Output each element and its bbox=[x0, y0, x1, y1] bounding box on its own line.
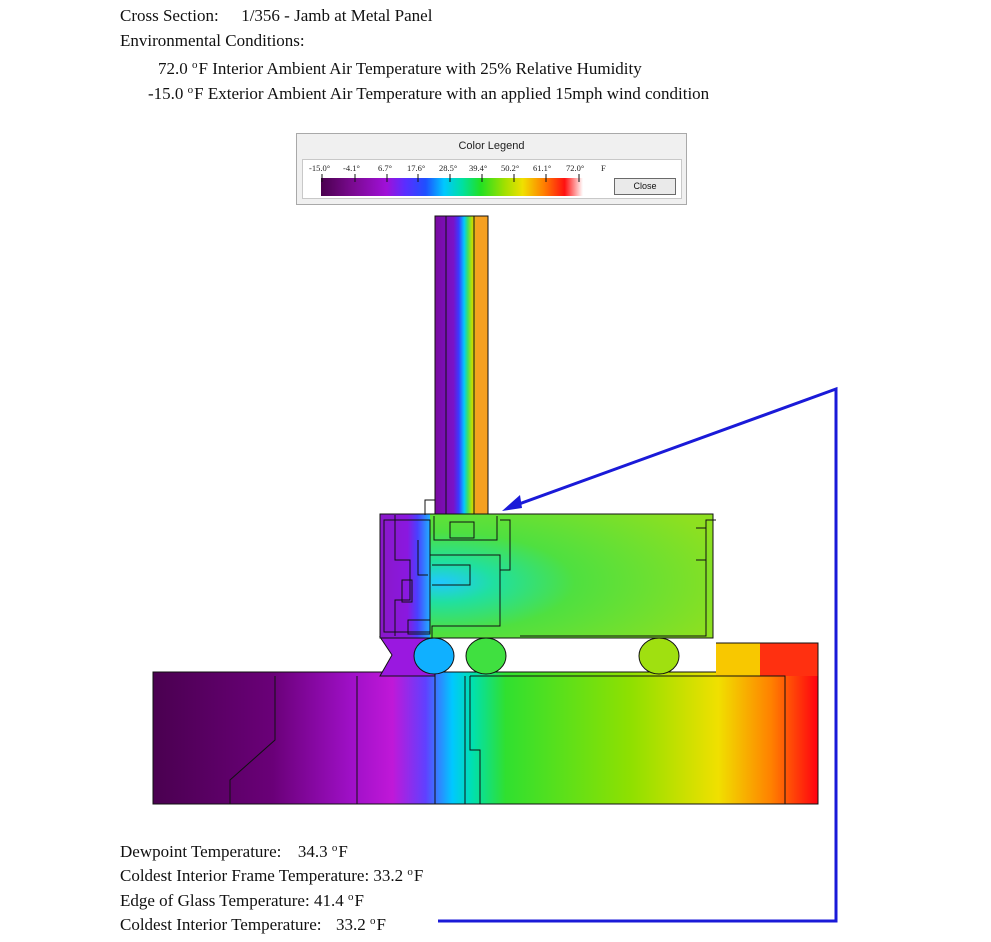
coldest-frame-label: Coldest Interior Frame Temperature: bbox=[120, 866, 370, 885]
degree-symbol: o bbox=[370, 915, 376, 927]
dewpoint-line bbox=[120, 838, 348, 862]
callout-arrowhead bbox=[502, 495, 522, 511]
degree-symbol: o bbox=[347, 891, 354, 903]
coldest-interior-line bbox=[120, 911, 386, 935]
degree-symbol: o bbox=[331, 842, 338, 854]
edge-glass-label: Edge of Glass Temperature: bbox=[120, 891, 310, 910]
coldest-interior-value: 33.2 bbox=[336, 915, 366, 934]
legend-tick: 39.4° bbox=[469, 163, 488, 173]
legend-tick: 61.1° bbox=[533, 163, 552, 173]
env-conditions-heading: Environmental Conditions: bbox=[120, 31, 305, 50]
coldest-frame-value: 33.2 bbox=[373, 866, 404, 885]
unit: F bbox=[376, 915, 386, 934]
legend-tick: 28.5° bbox=[439, 163, 458, 173]
unit: F bbox=[413, 866, 424, 885]
unit: F bbox=[338, 842, 348, 861]
legend-tick: -15.0° bbox=[309, 163, 331, 173]
legend-tick: 72.0° bbox=[566, 163, 585, 173]
legend-tick: 6.7° bbox=[378, 163, 393, 173]
legend-title: Color Legend bbox=[458, 140, 525, 152]
cross-section-label: Cross Section: bbox=[120, 6, 219, 25]
legend-unit: F bbox=[601, 163, 606, 173]
edge-glass-line bbox=[120, 887, 364, 911]
coldest-frame-line bbox=[120, 862, 423, 886]
dewpoint-label: Dewpoint Temperature: bbox=[120, 842, 282, 861]
unit: F bbox=[354, 891, 364, 910]
degree-symbol: o bbox=[187, 84, 194, 96]
dewpoint-value: 34.3 bbox=[297, 842, 328, 861]
coldest-interior-label: Coldest Interior Temperature: bbox=[120, 915, 322, 934]
metal-panel bbox=[153, 672, 818, 804]
legend-tick: 17.6° bbox=[407, 163, 426, 173]
exterior-condition-text: F Exterior Ambient Air Temperature with an applied 15mph wind condition bbox=[194, 84, 710, 103]
exterior-temp: -15.0 bbox=[148, 84, 184, 103]
cross-section-value: 1/356 - Jamb at Metal Panel bbox=[241, 6, 433, 25]
glass-unit bbox=[435, 216, 488, 516]
close-button[interactable]: Close bbox=[614, 178, 676, 195]
legend-tick: 50.2° bbox=[501, 163, 520, 173]
edge-glass-value: 41.4 bbox=[313, 891, 344, 910]
degree-symbol: o bbox=[407, 866, 413, 878]
degree-symbol: o bbox=[192, 59, 198, 71]
legend-tick: -4.1° bbox=[343, 163, 360, 173]
interior-condition-text: F Interior Ambient Air Temperature with 25% Relative Humidity bbox=[198, 59, 642, 78]
interior-temp: 72.0 bbox=[158, 59, 188, 78]
